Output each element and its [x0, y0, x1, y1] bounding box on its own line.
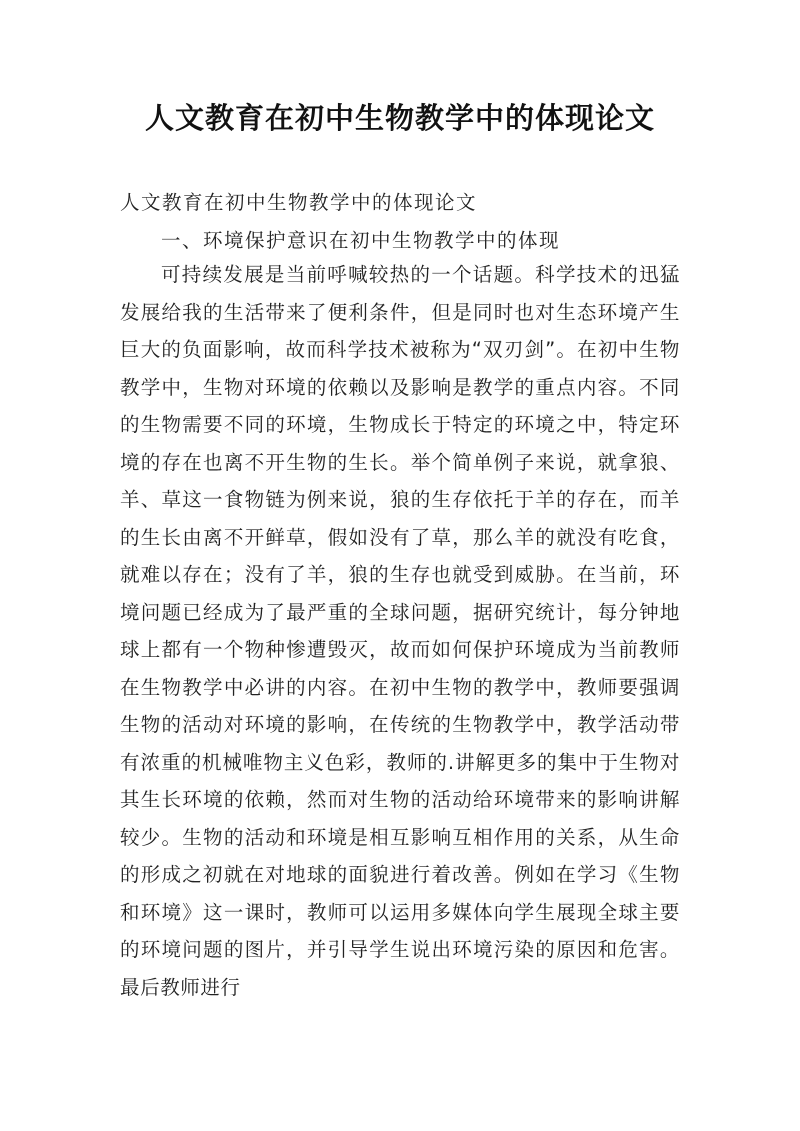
section-heading: 一、环境保护意识在初中生物教学中的体现	[161, 229, 561, 252]
document-subtitle: 人文教育在初中生物教学中的体现论文	[120, 191, 478, 214]
body-paragraph: 可持续发展是当前呼喊较热的一个话题。科学技术的迅猛发展给我的生活带来了便利条件，但是同时也对生态环境产生巨大的负面影响，故而科学技术被称为“双刃剑”。在初中生物教学中，生物对环境的依赖以及影响是教学的重点内容。不同的生物需要不同的环境，生物成长于特定的环境之中，特定环境的存在也离不开生物的生长。举个简单例子来说，就拿狼、羊、草这一食物链为例来说，狼的生存依托于羊的存在，而羊的生长由离不开鲜草，假如没有了草，那么羊的就没有吃食，就难以存在；没有了羊，狼的生存也就受到威胁。在当前，环境问题已经成为了最严重的全球问题，据研究统计，每分钟地球上都有一个物种惨遭毁灭，故而如何保护环境成为当前教师在生物教学中必讲的内容。在初中生物的教学中，教师要强调生物的活动对环境的影响，在传统的生物教学中，教学活动带有浓重的机械唯物主义色彩，教师的.讲解更多的集中于生物对其生长环境的依赖，然而对生物的活动给环境带来的影响讲解较少。生物的活动和环境是相互影响互相作用的关系，从生命的形成之初就在对地球的面貌进行着改善。例如在学习《生物和环境》这一课时，教师可以运用多媒体向学生展现全球主要的环境问题的图片，并引导学生说出环境污染的原因和危害。最后教师进行	[120, 263, 680, 999]
document-title: 人文教育在初中生物教学中的体现论文	[144, 101, 655, 135]
